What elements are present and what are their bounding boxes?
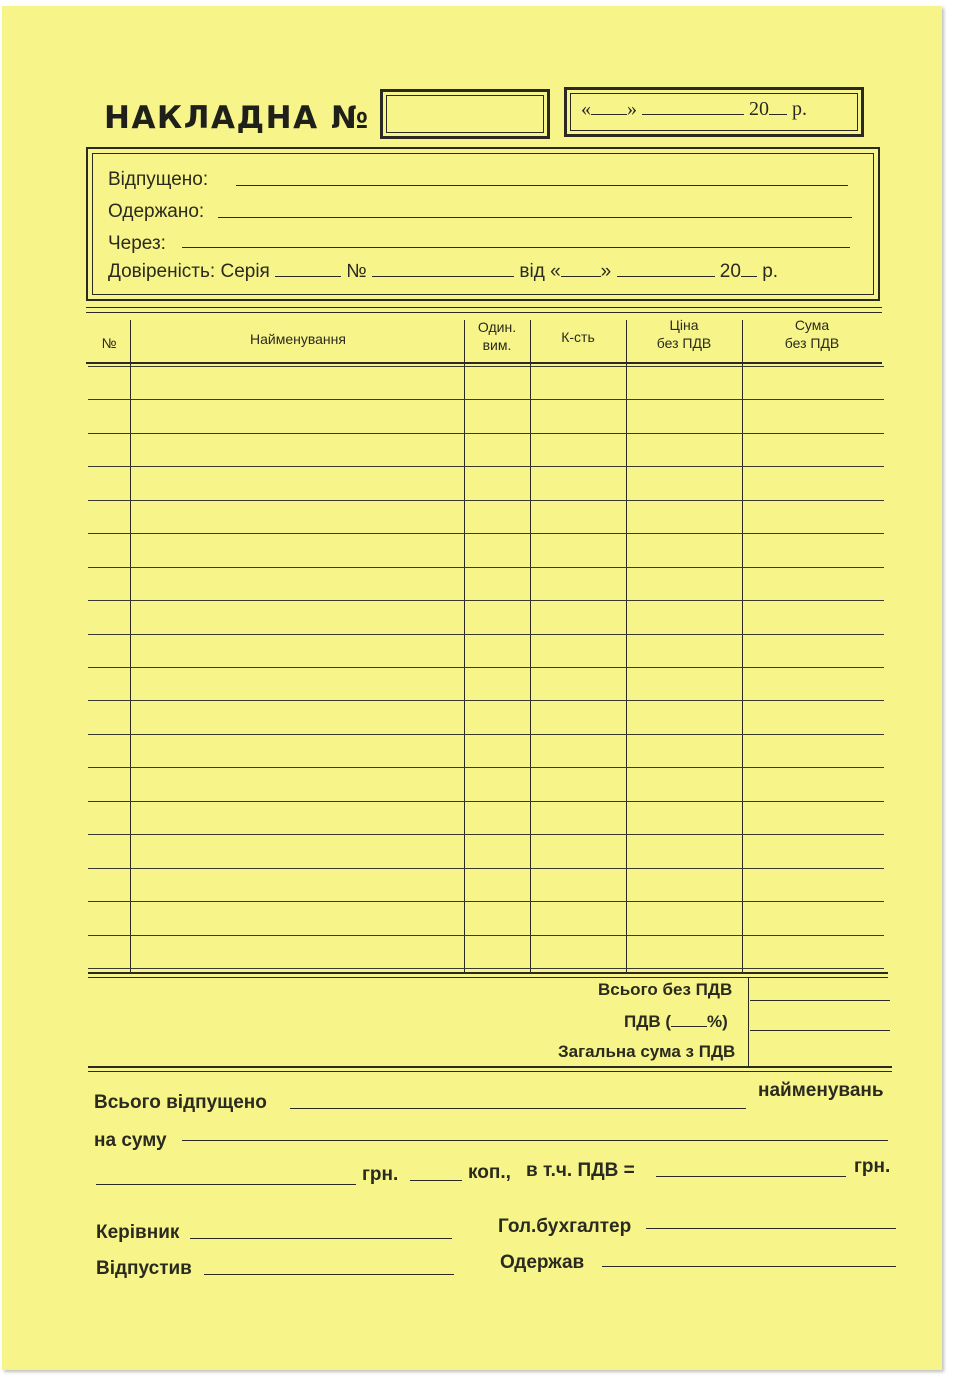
released-by-signature-line[interactable] [204, 1274, 454, 1275]
attorney-day-blank[interactable] [561, 261, 601, 277]
year-blank[interactable] [769, 99, 787, 115]
released-total-label: Всього відпущено [94, 1092, 267, 1113]
waybill-number-field[interactable] [380, 89, 550, 139]
received-row [108, 201, 204, 223]
table-row[interactable] [88, 568, 884, 599]
subtotal-value-line[interactable] [750, 1000, 890, 1001]
table-row[interactable] [88, 902, 884, 933]
amount-words-line[interactable] [182, 1140, 888, 1141]
table-row[interactable] [88, 501, 884, 532]
vat-label-suffix: %) [707, 1012, 728, 1031]
table-row[interactable] [88, 467, 884, 498]
date-close-quote: » [627, 98, 637, 120]
col-header-sum-line1: Сума [794, 317, 830, 333]
director-signature-line[interactable] [190, 1238, 452, 1239]
attorney-year-suffix: р. [762, 261, 779, 282]
vat-label [624, 1012, 728, 1032]
amount-uah-line[interactable] [96, 1184, 356, 1185]
col-header-sum [742, 316, 882, 352]
kop-label: коп., [468, 1162, 511, 1183]
table-bottom-rule [88, 972, 888, 974]
col-header-price-line2: без ПДВ [656, 335, 712, 351]
received-by-signature-line[interactable] [602, 1266, 896, 1267]
table-top-rule [86, 307, 882, 308]
table-row[interactable] [88, 400, 884, 431]
totals-divider [748, 978, 749, 1066]
vat-amount-line[interactable] [656, 1176, 846, 1177]
uah-label-2: грн. [854, 1156, 891, 1177]
table-row[interactable] [88, 668, 884, 699]
party-details-box [86, 147, 880, 301]
col-header-quantity: К-сть [561, 329, 595, 345]
released-count-line[interactable] [290, 1108, 746, 1109]
amount-label: на суму [94, 1130, 167, 1151]
document-date-text [581, 98, 807, 121]
waybill-sheet [2, 6, 942, 1370]
released-by-label: Відпустив [96, 1258, 192, 1279]
released-label: Відпущено: [108, 169, 209, 190]
table-row[interactable] [88, 936, 884, 967]
year-suffix: р. [792, 98, 807, 120]
table-row[interactable] [88, 869, 884, 900]
vat-rate-blank[interactable] [671, 1013, 707, 1027]
table-bottom-rule-2 [88, 977, 888, 978]
uah-label: грн. [362, 1164, 399, 1185]
vat-label-prefix: ПДВ ( [624, 1012, 671, 1031]
totals-bottom-rule-2 [88, 1071, 892, 1072]
released-input-line[interactable] [236, 185, 848, 186]
totals-bottom-rule [88, 1066, 892, 1068]
director-label: Керівник [96, 1222, 180, 1243]
chief-accountant-signature-line[interactable] [646, 1228, 896, 1229]
day-blank[interactable] [591, 99, 627, 115]
via-label: Через: [108, 233, 166, 254]
items-label: найменувань [758, 1080, 884, 1101]
col-header-unit-line2: вим. [482, 337, 512, 353]
chief-accountant-label: Гол.бухгалтер [498, 1216, 632, 1237]
table-row[interactable] [88, 768, 884, 799]
attorney-close-quote: » [600, 261, 612, 282]
col-header-unit [464, 318, 530, 354]
table-row[interactable] [88, 701, 884, 732]
document-title: НАКЛАДНА № [104, 100, 370, 136]
table-row-line [88, 968, 884, 969]
subtotal-label: Всього без ПДВ [598, 980, 733, 999]
table-top-rule-2 [86, 312, 882, 313]
date-open-quote: « [581, 98, 591, 120]
attorney-from-label: від [519, 261, 545, 282]
table-row[interactable] [88, 802, 884, 833]
table-row[interactable] [88, 635, 884, 666]
table-row[interactable] [88, 367, 884, 398]
via-input-line[interactable] [182, 247, 850, 248]
col-header-sum-line2: без ПДВ [784, 335, 840, 351]
released-row [108, 169, 208, 191]
year-prefix: 20 [749, 98, 769, 120]
col-header-price [626, 316, 742, 352]
col-header-name: Найменування [250, 331, 346, 347]
received-by-label: Одержав [500, 1252, 585, 1273]
attorney-number-blank[interactable] [372, 261, 514, 277]
power-of-attorney-label: Довіреність: [108, 261, 216, 282]
series-blank[interactable] [275, 261, 341, 277]
table-row[interactable] [88, 601, 884, 632]
power-of-attorney-row [108, 261, 778, 283]
received-label: Одержано: [108, 201, 205, 222]
attorney-year-prefix: 20 [719, 261, 741, 282]
received-input-line[interactable] [218, 217, 852, 218]
document-date-field[interactable] [564, 87, 864, 137]
table-row[interactable] [88, 534, 884, 565]
col-header-price-line1: Ціна [669, 317, 699, 333]
table-row[interactable] [88, 735, 884, 766]
kop-line[interactable] [410, 1180, 462, 1181]
via-row [108, 233, 166, 255]
table-row[interactable] [88, 434, 884, 465]
table-row[interactable] [88, 835, 884, 866]
attorney-year-blank[interactable] [741, 261, 757, 277]
series-label: Серія [220, 261, 270, 282]
month-blank[interactable] [642, 99, 744, 115]
col-header-unit-line1: Один. [477, 319, 517, 335]
attorney-number-label: № [346, 261, 367, 282]
header-bottom-rule [86, 362, 882, 364]
incl-vat-label: в т.ч. ПДВ = [526, 1160, 635, 1181]
attorney-open-quote: « [550, 261, 561, 282]
col-header-number: № [101, 335, 117, 351]
attorney-month-blank[interactable] [617, 261, 715, 277]
vat-value-line[interactable] [750, 1030, 890, 1031]
grand-total-label: Загальна сума з ПДВ [558, 1042, 736, 1061]
